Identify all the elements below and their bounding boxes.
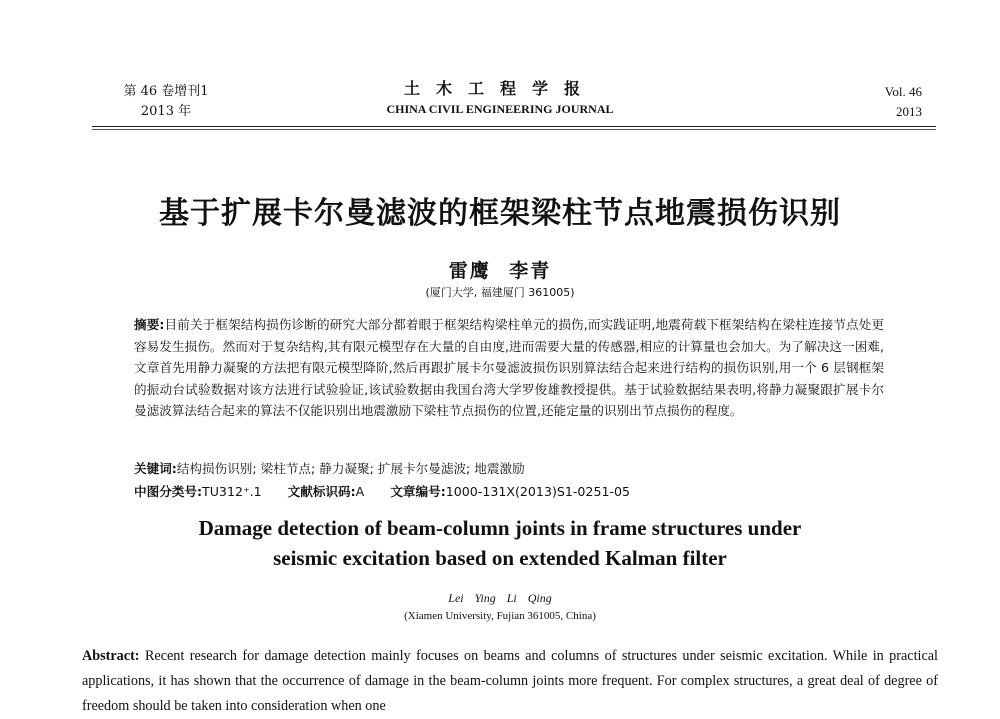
- abstract-en-label: Abstract:: [82, 648, 140, 664]
- journal-volume-info: [96, 82, 236, 122]
- abstract-cn-label: 摘要:: [134, 317, 165, 332]
- journal-name: [300, 78, 700, 118]
- keywords-cn-text: 结构损伤识别; 梁柱节点; 静力凝聚; 扩展卡尔曼滤波; 地震激励: [176, 461, 525, 476]
- year-cn: 2013 年: [140, 104, 192, 119]
- affiliation-en: (Xiamen University, Fujian 361005, China): [404, 610, 596, 622]
- journal-name-en: CHINA CIVIL ENGINEERING JOURNAL: [386, 102, 614, 116]
- header-rule-thin: [92, 129, 936, 130]
- article-number-label: 文章编号:: [390, 484, 446, 499]
- journal-name-cn: 土木工程学报: [403, 79, 596, 98]
- abstract-cn: [134, 314, 884, 422]
- authors-cn: 雷鹰 李青: [448, 260, 552, 282]
- paper-title-en-line2: seismic excitation based on extended Kalman filter: [273, 546, 727, 570]
- volume-en: Vol. 46: [884, 84, 922, 99]
- keywords-cn: [134, 459, 884, 479]
- paper-title-en-line1: Damage detection of beam-column joints in frame structures under: [198, 516, 802, 540]
- abstract-cn-text: 目前关于框架结构损伤诊断的研究大部分都着眼于框架结构梁柱单元的损伤,而实践证明,地震荷载下框架结构在梁柱连接节点处更容易发生损伤。然而对于复杂结构,其有限元模型存在大量的自由度,进而需要大量的传感器,相应的计算量也会加大。为了解决这一困难,文章首先用静力凝聚的方法把有限元模型降阶,然后再跟扩展卡尔曼滤波损伤识别算法结合起来进行结构的损伤识别,用一个 6 层钢框架的振动台试验数据对该方法进行试验验证,该试验数据由我国台湾大学罗俊雄教授提供。基于试验数据结果表明,将静力凝聚跟扩展卡尔曼滤波算法结合起来的算法不仅能识别出地震激励下梁柱节点损伤的位置,还能定量的识别出节点损伤的程度。: [134, 317, 884, 418]
- doc-code-label: 文献标识码:: [287, 484, 356, 499]
- journal-volume-en: [842, 82, 922, 122]
- authors-en: Lei Ying Li Qing: [448, 591, 552, 605]
- volume-issue: 第 46 卷增刊1: [123, 84, 209, 99]
- classification-line: [134, 482, 884, 502]
- paper-title-en: [0, 513, 1000, 573]
- doc-code-value: A: [355, 484, 365, 499]
- keywords-cn-label: 关键词:: [134, 461, 177, 476]
- abstract-en-text: Recent research for damage detection mainly focuses on beams and columns of structures under seismic excitation. While in practical applications, it has shown that the occurrence of damage in the beam-column joints more frequent. For complex structures, a great deal of degree of freedom should be taken into consideration when one: [82, 648, 938, 714]
- clc-value: TU312⁺.1: [202, 484, 262, 499]
- article-number-value: 1000-131X(2013)S1-0251-05: [445, 484, 631, 499]
- affiliation-cn: (厦门大学, 福建厦门 361005): [425, 286, 575, 299]
- header-rule-thick: [92, 126, 936, 127]
- paper-title-cn: 基于扩展卡尔曼滤波的框架梁柱节点地震损伤识别: [159, 196, 841, 231]
- year-en: 2013: [896, 104, 922, 119]
- abstract-en: [82, 644, 938, 719]
- clc-label: 中图分类号:: [134, 484, 203, 499]
